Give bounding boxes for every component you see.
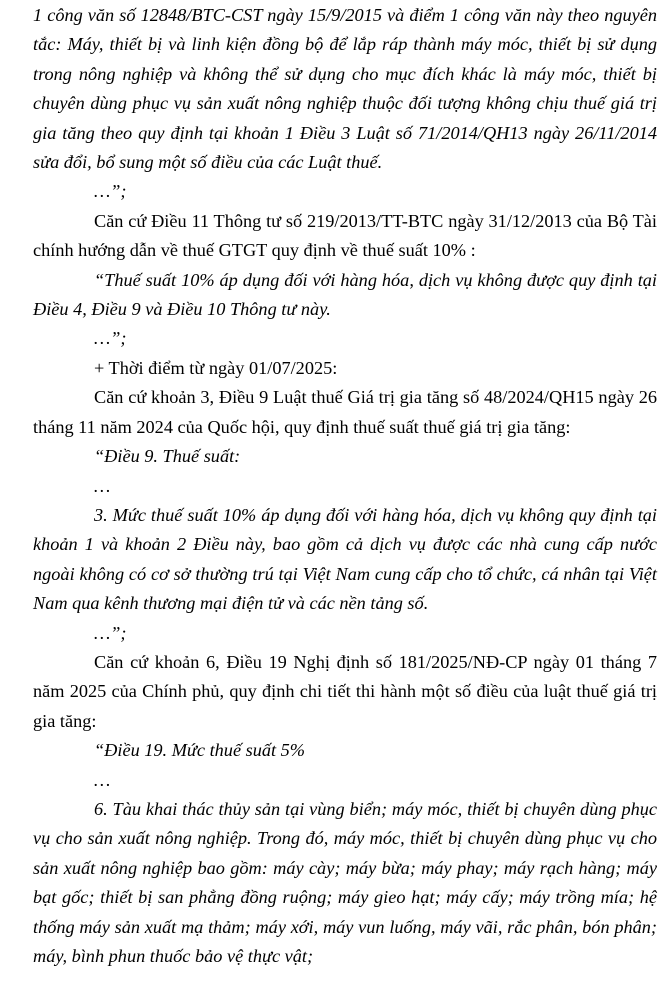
paragraph-quote-dieu-9: “Điều 9. Thuế suất: (94, 446, 241, 467)
document-page (33, 1, 657, 971)
paragraph-quote-nguyen-tac: 1 công văn số 12848/BTC-CST ngày 15/9/2015 và điểm 1 công văn này theo nguyên tắc: Máy, thiết bị và linh kiện đồng bộ để lắp ráp thành máy móc, thiết bị sử dụng trong nông nghiệp và không thể sử dụng cho mục đích khác là máy móc, thiết bị chuyên dùng phục vụ sản xuất nông nghiệp thuộc đối tượng không chịu thuế giá trị gia tăng theo quy định tại khoản 1 Điều 3 Luật số 71/2014/QH13 ngày 26/11/2014 sửa đổi, bổ sung một số điều của các Luật thuế. (33, 5, 657, 173)
paragraph-can-cu-nghi-dinh-181: Căn cứ khoản 6, Điều 19 Nghị định số 181/2025/NĐ-CP ngày 01 tháng 7 năm 2025 của Chính phủ, quy định chi tiết thi hành một số điều của luật thuế giá trị gia tăng: (33, 651, 657, 731)
paragraph-thoi-diem: + Thời điểm từ ngày 01/07/2025: (94, 357, 338, 378)
paragraph-quote-dieu-19: “Điều 19. Mức thuế suất 5% (94, 740, 306, 761)
paragraph-ellipsis: … (94, 475, 111, 496)
paragraph-ellipsis-close: …”; (94, 181, 127, 202)
paragraph-ellipsis-close: …”; (94, 622, 127, 643)
paragraph-can-cu-thong-tu-219: Căn cứ Điều 11 Thông tư số 219/2013/TT-BTC ngày 31/12/2013 của Bộ Tài chính hướng dẫn về thuế GTGT quy định về thuế suất 10% : (33, 210, 657, 261)
paragraph-can-cu-luat-48: Căn cứ khoản 3, Điều 9 Luật thuế Giá trị gia tăng số 48/2024/QH15 ngày 26 tháng 11 năm 2024 của Quốc hội, quy định thuế suất thuế giá trị gia tăng: (33, 387, 657, 437)
paragraph-ellipsis-close: …”; (94, 328, 127, 349)
paragraph-ellipsis: … (94, 769, 111, 790)
paragraph-quote-thue-suat-10: “Thuế suất 10% áp dụng đối với hàng hóa, dịch vụ không được quy định tại Điều 4, Điều 9 và Điều 10 Thông tư này. (33, 269, 657, 320)
paragraph-quote-khoan-3: 3. Mức thuế suất 10% áp dụng đối với hàng hóa, dịch vụ không quy định tại khoản 1 và khoản 2 Điều này, bao gồm cả dịch vụ được các nhà cung cấp nước ngoài không có cơ sở thường trú tại Việt Nam cung cấp cho tổ chức, cá nhân tại Việt Nam qua kênh thương mại điện tử và các nền tảng số. (33, 504, 657, 614)
paragraph-quote-khoan-6: 6. Tàu khai thác thủy sản tại vùng biển; máy móc, thiết bị chuyên dùng phục vụ cho sản xuất nông nghiệp. Trong đó, máy móc, thiết bị chuyên dùng phục vụ cho sản xuất nông nghiệp bao gồm: máy cày; máy bừa; máy phay; máy rạch hàng; máy bạt gốc; thiết bị san phẳng đồng ruộng; máy gieo hạt; máy cấy; máy trồng mía; hệ thống máy sản xuất mạ thảm; máy xới, máy vun luống, máy vãi, rắc phân, bón phân; máy, bình phun thuốc bảo vệ thực vật; (33, 798, 657, 966)
